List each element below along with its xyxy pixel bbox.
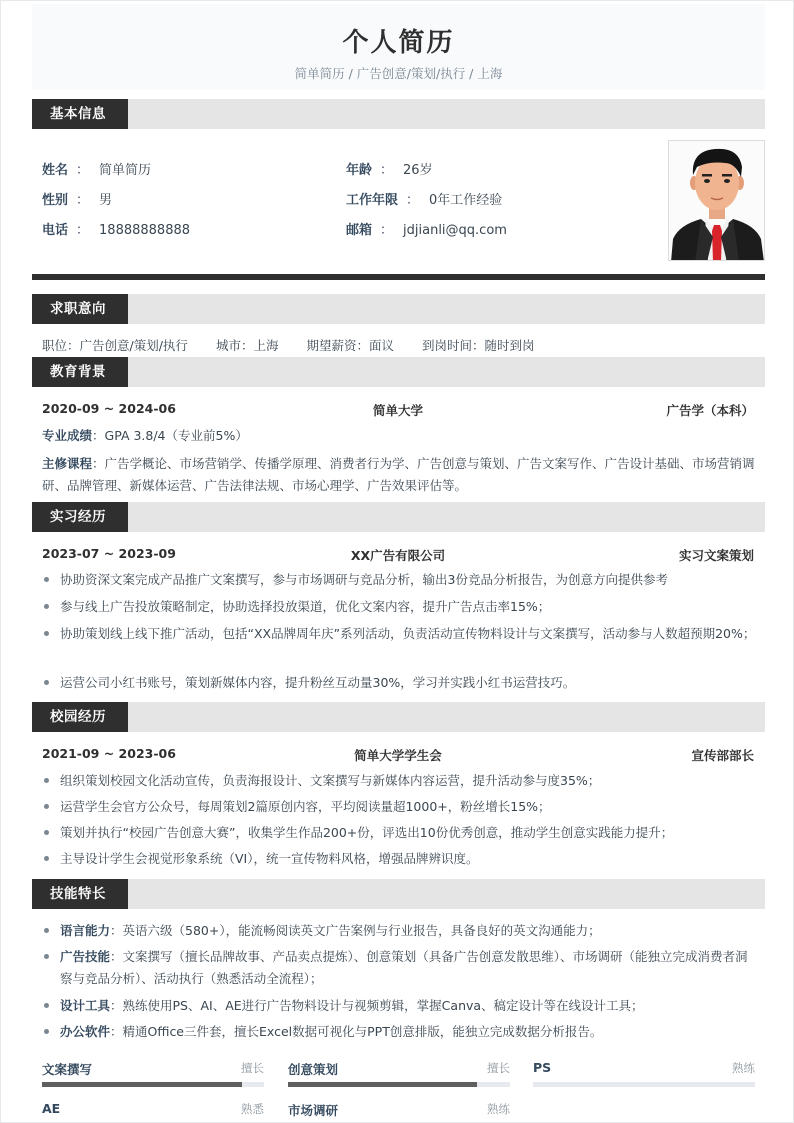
skill-track (288, 1082, 510, 1087)
skill-category: 语言能力 (60, 923, 111, 938)
education-school: 简单大学 (372, 403, 423, 418)
colon: ： (76, 163, 90, 178)
resume-header (32, 4, 765, 90)
info-label: 年龄 (346, 163, 373, 178)
colon: ： (406, 193, 420, 208)
list-item (42, 770, 757, 792)
bullet-icon (44, 856, 49, 861)
gpa-label: 专业成绩 (42, 428, 93, 443)
skill-bar (288, 1060, 510, 1096)
list-item-text: 运营公司小红书账号，策划新媒体内容，提升粉丝互动量30%，学习并实践小红书运营技巧。 (60, 675, 576, 690)
bullet-icon (44, 830, 49, 835)
colon: ： (380, 223, 394, 238)
list-item-text: ：英语六级（580+），能流畅阅读英文广告案例与行业报告，具备良好的英文沟通能力； (110, 923, 601, 938)
info-label: 工作年限 (346, 193, 399, 208)
section-title: 基本信息 (32, 99, 128, 129)
info-email (346, 222, 507, 240)
list-item (42, 596, 757, 618)
education-major: 广告学（本科） (666, 403, 754, 418)
skill-bar (42, 1060, 264, 1096)
internship-header (42, 546, 754, 564)
list-item-text: ：文案撰写（擅长品牌故事、产品卖点提炼）、创意策划（具备广告创意发散思维）、市场调研（能独立完成消费者洞察与竞品分析）、活动执行（熟悉活动全流程）； (60, 949, 748, 986)
bullet-icon (44, 804, 49, 809)
list-item (42, 796, 757, 818)
section-title: 校园经历 (32, 702, 128, 732)
section-title: 技能特长 (32, 879, 128, 909)
intent-position: 职位：广告创意/策划/执行 (42, 338, 188, 353)
list-item (42, 995, 757, 1017)
internship-period: 2023-07 ~ 2023-09 (42, 546, 176, 561)
info-value: 0年工作经验 (429, 193, 503, 208)
list-item-text: 协助资深文案完成产品推广文案撰写，参与市场调研与竞品分析，输出3份竞品分析报告，为创意方向提供参考 (60, 572, 668, 587)
section-title: 教育背景 (32, 357, 128, 387)
info-label: 邮箱 (346, 223, 373, 238)
info-value: 男 (99, 193, 113, 208)
bullet-icon (44, 778, 49, 783)
info-years (346, 192, 502, 210)
section-education (32, 357, 765, 387)
section-campus (32, 702, 765, 732)
bullet-icon (44, 928, 49, 933)
campus-header (42, 746, 754, 764)
internship-company: XX广告有限公司 (350, 548, 446, 563)
skill-level: 熟练 (732, 1061, 755, 1075)
skill-name: 市场调研 (288, 1103, 339, 1118)
colon: ： (76, 193, 90, 208)
list-item-text: ：精通Office三件套，擅长Excel数据可视化与PPT创意排版，能独立完成数据分析报告。 (110, 1024, 603, 1039)
skill-bar (42, 1101, 264, 1123)
skill-fill (42, 1082, 242, 1087)
skill-bar (533, 1060, 755, 1096)
skill-name: PS (533, 1060, 552, 1075)
section-title: 实习经历 (32, 502, 128, 532)
list-item-text: 主导设计学生会视觉形象系统（VI），统一宣传物料风格，增强品牌辨识度。 (60, 851, 479, 866)
list-item-text: 运营学生会官方公众号，每周策划2篇原创内容，平均阅读量超1000+，粉丝增长15%； (60, 799, 551, 814)
skill-level: 熟练 (487, 1102, 510, 1116)
intent-salary: 期望薪资：面议 (306, 338, 394, 353)
skill-track (533, 1082, 755, 1087)
list-item (42, 672, 757, 694)
skill-bar (288, 1101, 510, 1123)
campus-org: 简单大学学生会 (354, 748, 442, 763)
bullet-icon (44, 1029, 49, 1034)
avatar-photo-icon (669, 141, 765, 261)
section-basic-info (32, 99, 765, 129)
list-item (42, 848, 757, 870)
skill-level: 熟悉 (241, 1102, 264, 1116)
list-item-text: 参与线上广告投放策略制定，协助选择投放渠道，优化文案内容，提升广告点击率15%； (60, 599, 551, 614)
colon: ： (380, 163, 394, 178)
bullet-icon (44, 680, 49, 685)
skill-level: 擅长 (487, 1061, 510, 1075)
info-phone (42, 222, 190, 240)
info-label: 姓名 (42, 163, 69, 178)
divider (32, 274, 765, 280)
info-value: 简单简历 (99, 163, 152, 178)
section-job-intent (32, 294, 765, 324)
list-item-text: 策划并执行“校园广告创意大赛”，收集学生作品200+份，评选出10份优秀创意，推动学生创意实践能力提升； (60, 825, 674, 840)
info-value: 26岁 (403, 163, 433, 178)
info-value: jdjianli@qq.com (403, 223, 507, 238)
page-subtitle: 简单简历 / 广告创意/策划/执行 / 上海 (294, 66, 503, 81)
education-gpa (42, 425, 757, 447)
info-age (346, 162, 433, 180)
colon: ： (76, 223, 90, 238)
list-item-text: ：熟练使用PS、AI、AE进行广告物料设计与视频剪辑，掌握Canva、稿定设计等在线设计工具； (110, 998, 644, 1013)
skill-category: 办公软件 (60, 1024, 111, 1039)
skill-name: 文案撰写 (42, 1062, 93, 1077)
info-value: 18888888888 (99, 223, 191, 238)
page-title: 个人简历 (342, 28, 455, 58)
internship-role: 实习文案策划 (678, 548, 754, 563)
courses-label: 主修课程 (42, 456, 93, 471)
bullet-icon (44, 577, 49, 582)
avatar (668, 140, 765, 261)
bullet-icon (44, 954, 49, 959)
list-item (42, 822, 757, 844)
education-header (42, 401, 754, 419)
skill-category: 设计工具 (60, 998, 111, 1013)
list-item (42, 1021, 757, 1043)
bullet-icon (44, 604, 49, 609)
info-name (42, 162, 151, 180)
section-skills (32, 879, 765, 909)
bullet-icon (44, 1003, 49, 1008)
list-item (42, 623, 757, 645)
bullet-icon (44, 631, 49, 636)
skill-fill (288, 1082, 477, 1087)
intent-city: 城市：上海 (215, 338, 279, 353)
section-title: 求职意向 (32, 294, 128, 324)
gpa-value: ：GPA 3.8/4（专业前5%） (92, 428, 248, 443)
info-gender (42, 192, 112, 210)
info-label: 性别 (42, 193, 69, 208)
education-period: 2020-09 ~ 2024-06 (42, 401, 176, 416)
skill-name: AE (42, 1101, 61, 1116)
list-item (42, 920, 757, 942)
info-label: 电话 (42, 223, 69, 238)
section-internship (32, 502, 765, 532)
intent-arrival: 到岗时间：随时到岗 (421, 338, 535, 353)
campus-role: 宣传部部长 (691, 748, 754, 763)
list-item (42, 569, 757, 591)
skill-track (42, 1082, 264, 1087)
job-intent-row (42, 338, 562, 354)
skill-name: 创意策划 (288, 1062, 339, 1077)
skill-level: 擅长 (241, 1061, 264, 1075)
list-item (42, 946, 757, 990)
skill-category: 广告技能 (60, 949, 111, 964)
education-courses (42, 453, 757, 497)
list-item-text: 组织策划校园文化活动宣传，负责海报设计、文案撰写与新媒体内容运营，提升活动参与度35%； (60, 773, 601, 788)
courses-value: ：广告学概论、市场营销学、传播学原理、消费者行为学、广告创意与策划、广告文案写作、广告设计基础、市场营销调研、品牌管理、新媒体运营、广告法律法规、市场心理学、广告效果评估等。 (42, 456, 755, 493)
list-item-text: 协助策划线上线下推广活动，包括“XX品牌周年庆”系列活动，负责活动宣传物料设计与文案撰写，活动参与人数超预期20%； (60, 626, 756, 641)
campus-period: 2021-09 ~ 2023-06 (42, 746, 176, 761)
